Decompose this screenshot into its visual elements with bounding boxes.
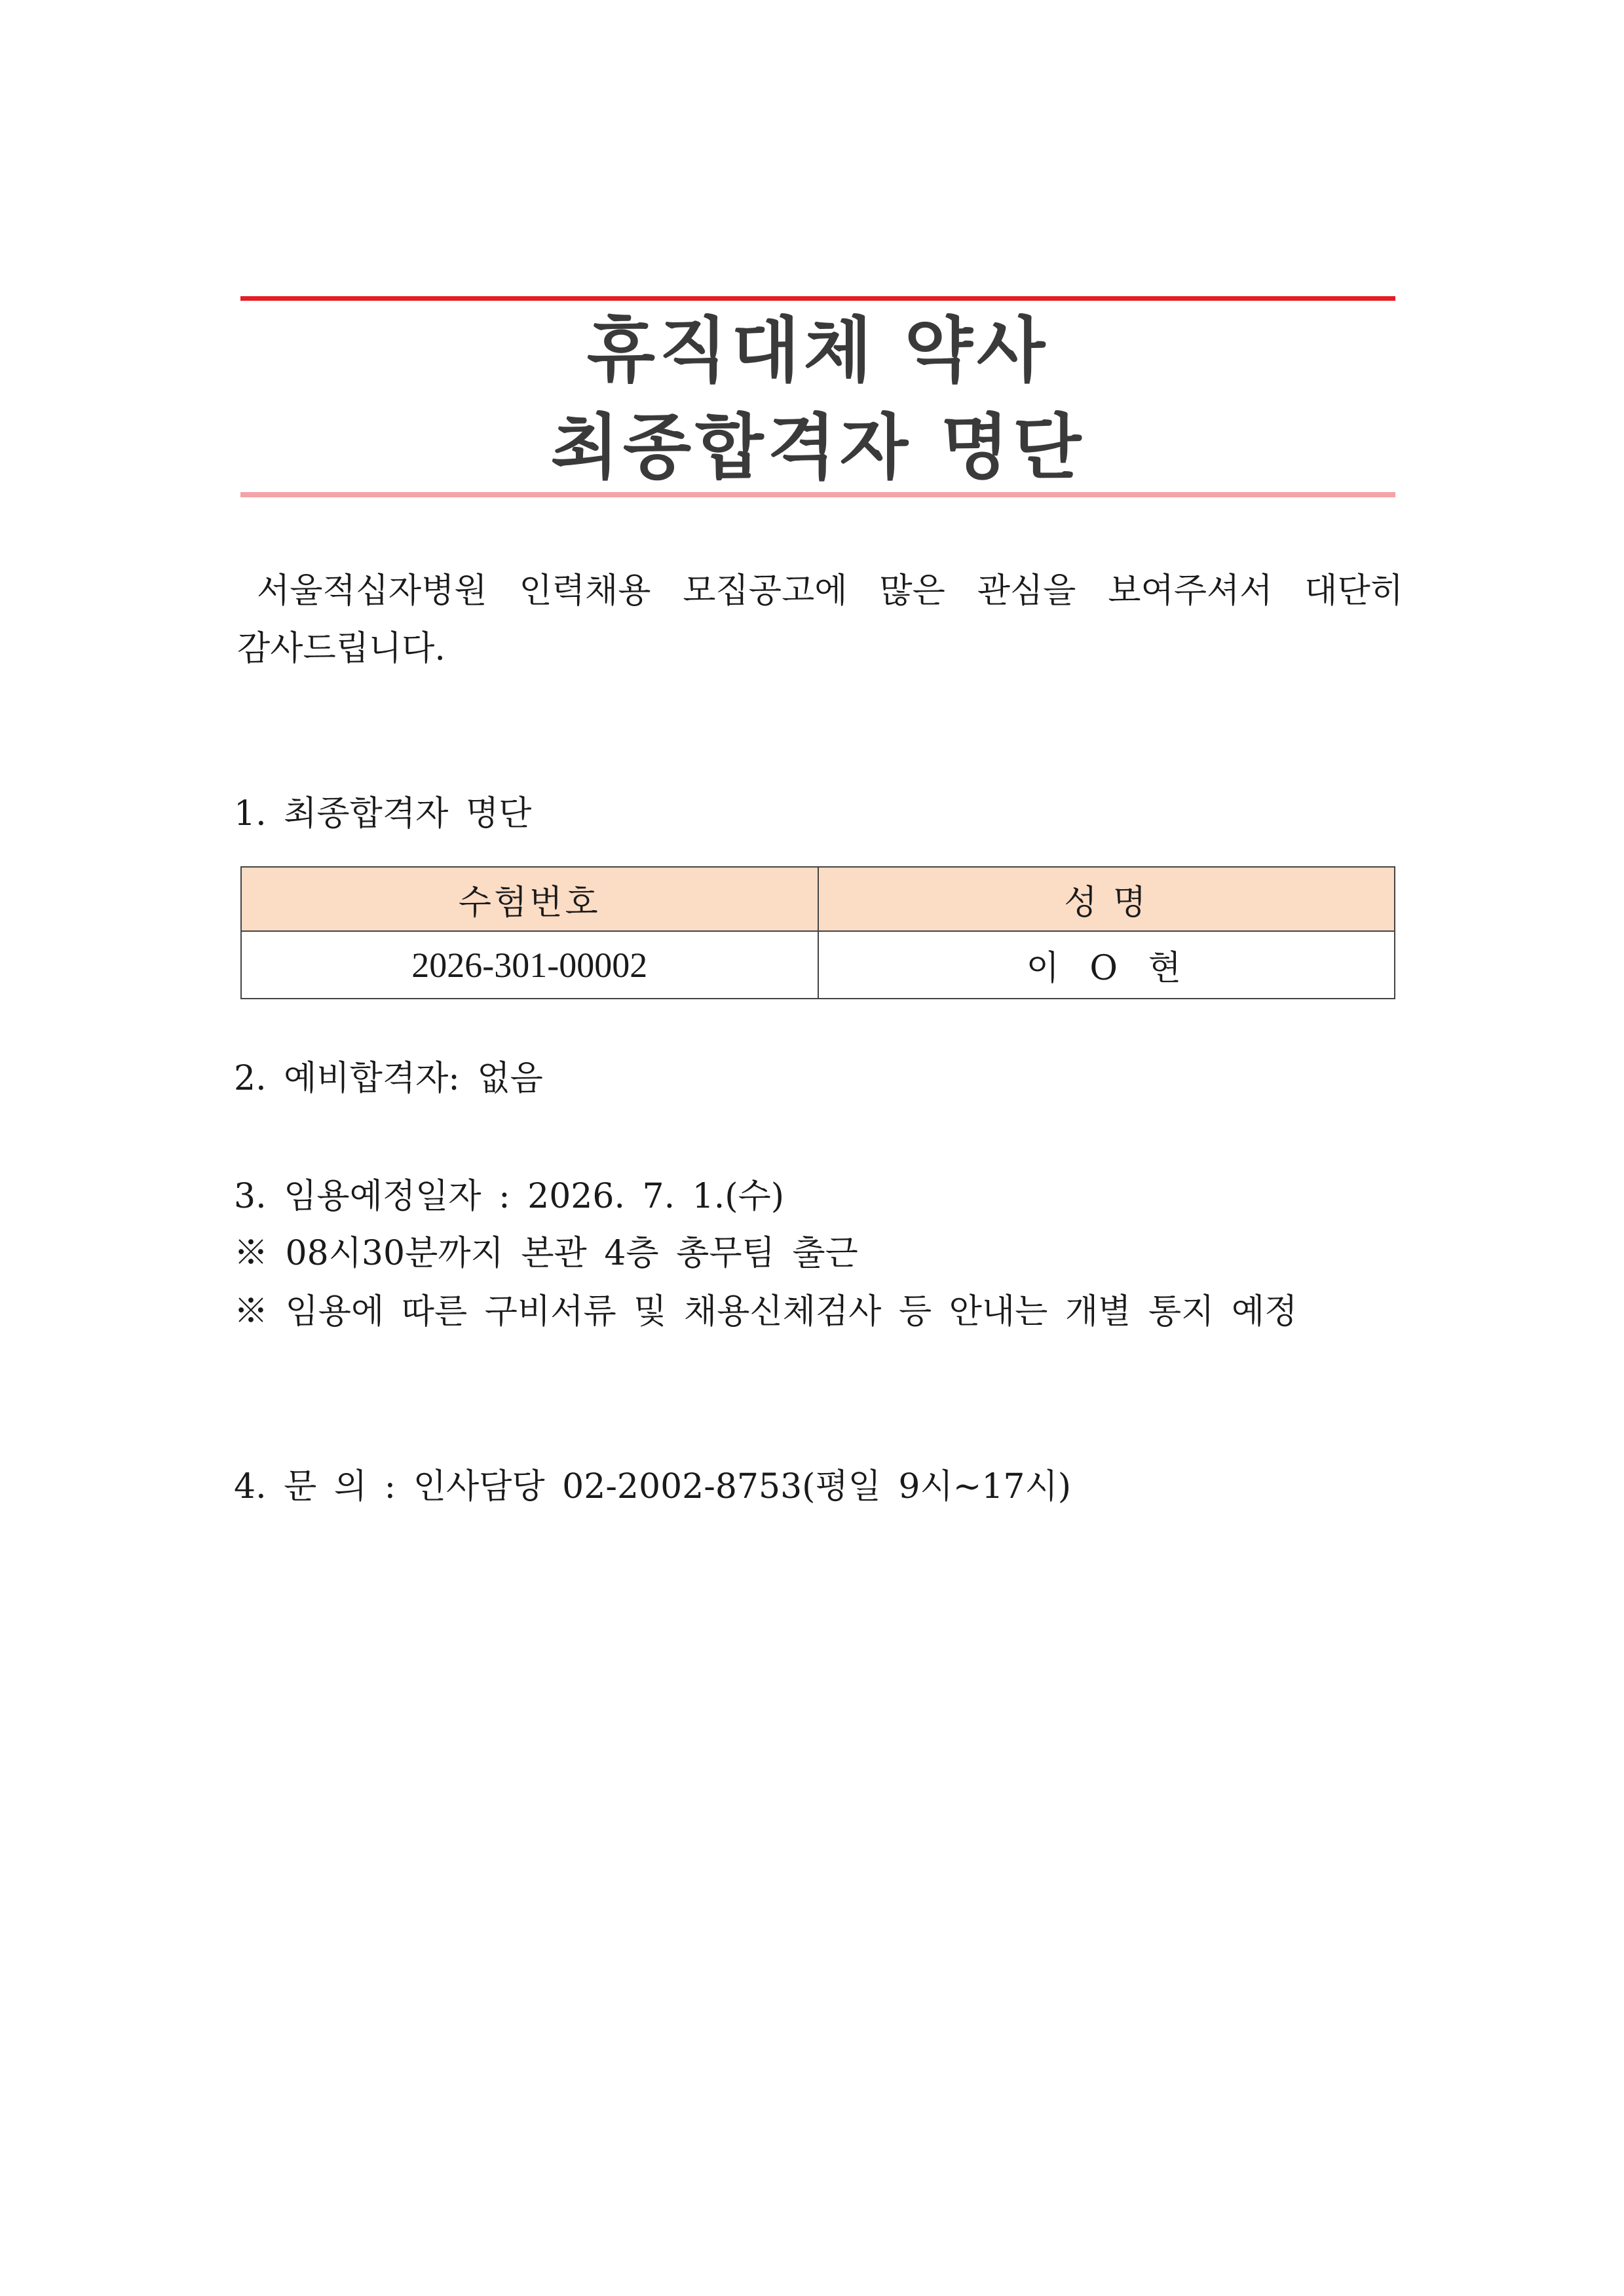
- intro-line1: 서울적십자병원 인력채용 모집공고에 많은 관심을 보여주셔서 대단히: [257, 571, 1403, 611]
- section2-reserve: 2. 예비합격자: 없음: [234, 1059, 543, 1098]
- document-title-line1: 휴직대체 약사: [586, 310, 1049, 392]
- table-header-row: [241, 867, 1395, 931]
- intro-line2: 감사드립니다.: [237, 629, 445, 668]
- table-row: [241, 931, 1395, 999]
- section4-contact: 4. 문 의 : 인사담당 02-2002-8753(평일 9시~17시): [234, 1467, 1072, 1506]
- section1-heading: 1. 최종합격자 명단: [234, 794, 532, 833]
- title-bottom-rule: [240, 492, 1395, 497]
- section3-note1: ※ 08시30분까지 본관 4층 총무팀 출근: [234, 1234, 858, 1273]
- intro-paragraph: [237, 562, 1403, 678]
- section3-note2: ※ 임용에 따른 구비서류 및 채용신체검사 등 안내는 개별 통지 예정: [234, 1292, 1298, 1331]
- cell-exam-number: 2026-301-00002: [241, 931, 818, 999]
- title-top-rule: [240, 296, 1395, 301]
- cell-name: 이 O 현: [818, 931, 1395, 999]
- section3-heading: 3. 임용예정일자 : 2026. 7. 1.(수): [234, 1177, 785, 1216]
- final-pass-table: [240, 866, 1395, 999]
- document-title-line2: 최종합격자 명단: [550, 407, 1086, 489]
- header-name: 성 명: [818, 867, 1395, 931]
- header-exam-number: 수험번호: [241, 867, 818, 931]
